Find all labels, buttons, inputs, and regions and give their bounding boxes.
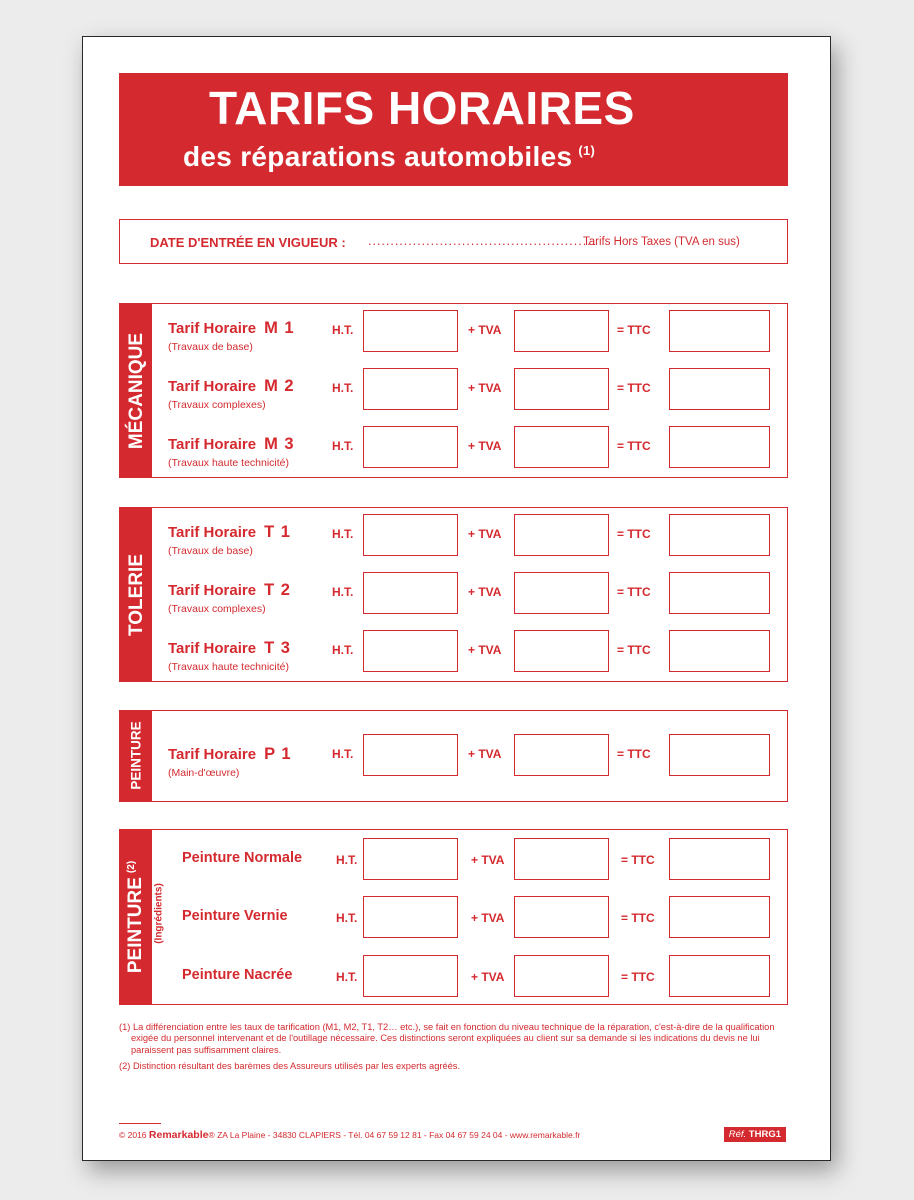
tva-input-box[interactable] <box>514 310 609 352</box>
ttc-label: = TTC <box>621 970 655 984</box>
footnote-2: (2) Distinction résultant des barèmes des Assureurs utilisés par les experts agréés. <box>119 1060 461 1071</box>
rate-description: (Travaux de base) <box>168 545 253 557</box>
rate-row-m3 <box>120 426 789 486</box>
section-peinture-labour <box>119 710 788 802</box>
rate-label: Tarif Horaire M 3 <box>168 435 295 453</box>
rate-label: Tarif Horaire M 1 <box>168 319 295 337</box>
rate-label: Tarif Horaire T 1 <box>168 523 291 541</box>
rate-description: (Travaux complexes) <box>168 399 266 411</box>
tva-label: + TVA <box>468 747 502 761</box>
ttc-label: = TTC <box>617 527 651 541</box>
tva-input-box[interactable] <box>514 838 609 880</box>
ht-input-box[interactable] <box>363 630 458 672</box>
paint-row-nacree <box>120 955 789 1015</box>
tva-label: + TVA <box>468 643 502 657</box>
tva-input-box[interactable] <box>514 955 609 997</box>
ttc-input-box[interactable] <box>669 310 770 352</box>
tva-label: + TVA <box>471 853 505 867</box>
effective-date-field[interactable]: ................................................... <box>368 234 597 248</box>
effective-date-box <box>119 219 788 264</box>
ttc-input-box[interactable] <box>669 630 770 672</box>
ht-label: H.T. <box>332 747 354 761</box>
section-mecanique <box>119 303 788 478</box>
rate-description: (Travaux haute technicité) <box>168 457 290 469</box>
ht-label: H.T. <box>336 970 358 984</box>
rate-row-m1 <box>120 310 789 370</box>
tva-input-box[interactable] <box>514 368 609 410</box>
ttc-label: = TTC <box>621 911 655 925</box>
reference-badge: Réf. THRG1 <box>724 1127 786 1142</box>
section-tolerie <box>119 507 788 682</box>
rate-row-p1 <box>120 734 789 794</box>
tva-input-box[interactable] <box>514 896 609 938</box>
ht-label: H.T. <box>336 911 358 925</box>
tva-label: + TVA <box>468 323 502 337</box>
copyright: © 2016 <box>119 1130 147 1140</box>
tva-label: + TVA <box>468 381 502 395</box>
rate-label: Tarif Horaire P 1 <box>168 745 292 763</box>
ht-input-box[interactable] <box>363 572 458 614</box>
ttc-input-box[interactable] <box>669 734 770 776</box>
ttc-label: = TTC <box>617 381 651 395</box>
footer-divider <box>119 1123 161 1124</box>
rate-description: (Main-d'œuvre) <box>168 767 240 779</box>
paint-label: Peinture Nacrée <box>182 967 293 983</box>
ttc-input-box[interactable] <box>669 426 770 468</box>
tva-input-box[interactable] <box>514 426 609 468</box>
tva-label: + TVA <box>468 439 502 453</box>
ttc-label: = TTC <box>617 323 651 337</box>
footnotes <box>119 1022 789 1077</box>
ttc-input-box[interactable] <box>669 572 770 614</box>
section-footnote-ref: (2) <box>125 860 137 874</box>
ttc-label: = TTC <box>617 439 651 453</box>
rate-row-t3 <box>120 630 789 690</box>
footer <box>119 1129 580 1141</box>
section-title: PEINTURE$^{(2)}$ <box>125 860 146 974</box>
ttc-input-box[interactable] <box>669 368 770 410</box>
ttc-label: = TTC <box>617 643 651 657</box>
section-title: TOLERIE <box>126 554 147 636</box>
registered-mark: ® <box>208 1130 215 1140</box>
effective-date-label: DATE D'ENTRÉE EN VIGUEUR : <box>150 235 346 250</box>
tax-note: Tarifs Hors Taxes (TVA en sus) <box>583 236 740 248</box>
ht-label: H.T. <box>336 853 358 867</box>
ht-input-box[interactable] <box>363 955 458 997</box>
rate-row-m2 <box>120 368 789 428</box>
ht-label: H.T. <box>332 323 354 337</box>
ht-input-box[interactable] <box>363 426 458 468</box>
ht-label: H.T. <box>332 439 354 453</box>
tva-input-box[interactable] <box>514 514 609 556</box>
paint-label: Peinture Vernie <box>182 908 288 924</box>
ht-label: H.T. <box>332 585 354 599</box>
rate-label: Tarif Horaire M 2 <box>168 377 295 395</box>
ht-label: H.T. <box>332 643 354 657</box>
section-subtitle: (Ingrédients) <box>153 883 165 944</box>
ttc-label: = TTC <box>617 747 651 761</box>
tva-label: + TVA <box>471 970 505 984</box>
subtitle: des réparations automobiles $^{(1)}$ <box>183 141 596 172</box>
title-banner <box>119 73 788 186</box>
rate-label: Tarif Horaire T 3 <box>168 639 291 657</box>
tva-label: + TVA <box>471 911 505 925</box>
section-peinture-ingredients <box>119 829 788 1005</box>
tva-label: + TVA <box>468 527 502 541</box>
ttc-label: = TTC <box>621 853 655 867</box>
company-address: ZA La Plaine - 34830 CLAPIERS - Tél. 04 67 59 12 81 - Fax 04 67 59 24 04 - www.remarkable.fr <box>217 1130 581 1140</box>
rate-label: Tarif Horaire T 2 <box>168 581 291 599</box>
ttc-label: = TTC <box>617 585 651 599</box>
paint-row-normale <box>120 838 789 898</box>
ht-input-box[interactable] <box>363 310 458 352</box>
section-title: PEINTURE <box>128 721 144 790</box>
price-sheet <box>82 36 831 1161</box>
brand-name: Remarkable <box>148 1129 209 1141</box>
ttc-input-box[interactable] <box>669 838 770 880</box>
section-title: MÉCANIQUE <box>126 332 147 450</box>
ttc-input-box[interactable] <box>669 896 770 938</box>
ht-input-box[interactable] <box>363 368 458 410</box>
ttc-input-box[interactable] <box>669 955 770 997</box>
paint-row-vernie <box>120 896 789 956</box>
tva-input-box[interactable] <box>514 734 609 776</box>
tva-label: + TVA <box>468 585 502 599</box>
footnote-1: (1) La différenciation entre les taux de tarification (M1, M2, T1, T2… etc.), se fait en fonction du niveau technique de la réparation, c'est-à-dire de la qualification exigée du personnel intervenant et de l'outillage nécessaire. Ces distinctions seront expliquées au client sur sa demande si les indications du devis ne lui paraissent pas suffisamment claires. <box>119 1022 775 1055</box>
ht-input-box[interactable] <box>363 838 458 880</box>
ttc-input-box[interactable] <box>669 514 770 556</box>
subtitle-footnote-ref: (1) <box>578 143 596 158</box>
main-title: TARIFS HORAIRES <box>209 82 635 134</box>
ht-label: H.T. <box>332 527 354 541</box>
ht-label: H.T. <box>332 381 354 395</box>
rate-description: (Travaux complexes) <box>168 603 266 615</box>
ht-input-box[interactable] <box>363 514 458 556</box>
ht-input-box[interactable] <box>363 896 458 938</box>
rate-description: (Travaux de base) <box>168 341 253 353</box>
tva-input-box[interactable] <box>514 630 609 672</box>
rate-row-t1 <box>120 514 789 574</box>
ht-input-box[interactable] <box>363 734 458 776</box>
paint-label: Peinture Normale <box>182 850 303 866</box>
rate-description: (Travaux haute technicité) <box>168 661 290 673</box>
rate-row-t2 <box>120 572 789 632</box>
tva-input-box[interactable] <box>514 572 609 614</box>
